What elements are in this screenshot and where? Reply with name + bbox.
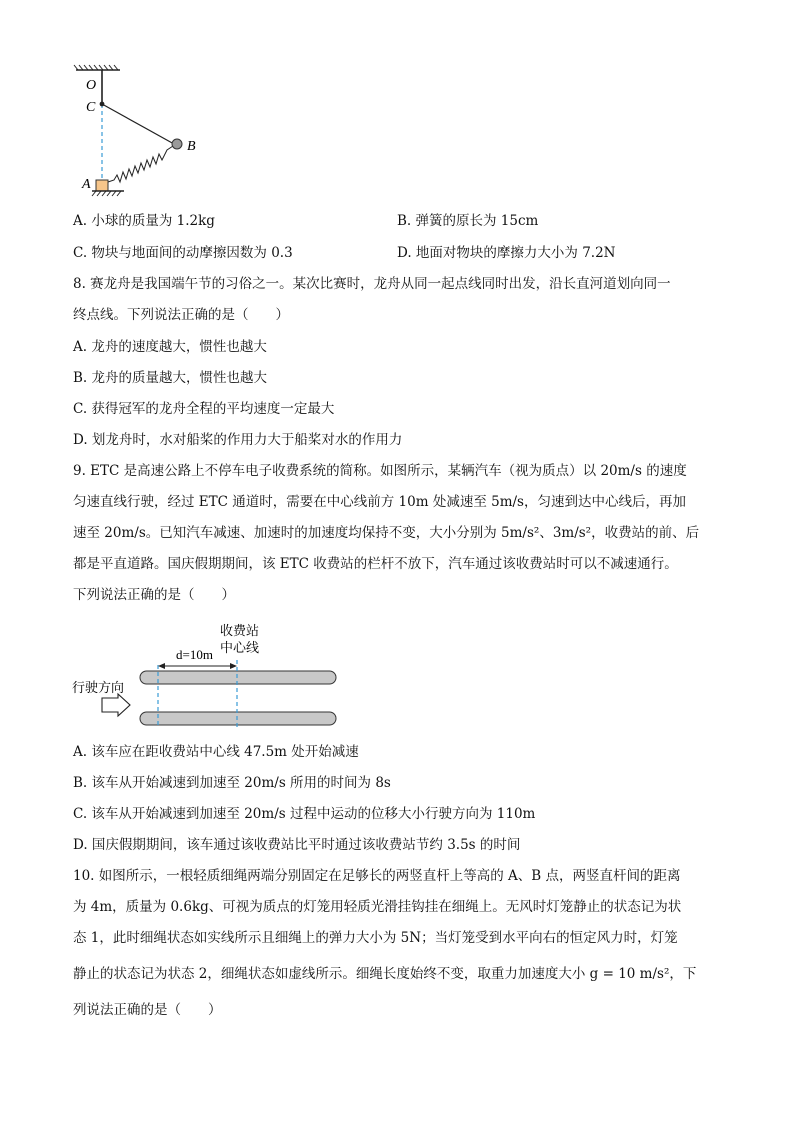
q10-stem-line5: 列说法正确的是（ ） <box>73 1002 222 1018</box>
q9-option-d: D. 国庆假期期间，该车通过该收费站比平时通过该收费站节约 3.5s 的时间 <box>73 837 521 853</box>
ball-b <box>172 139 182 149</box>
q10-stem-line4: 静止的状态记为状态 2，细绳状态如虚线所示。细绳长度始终不变，取重力加速度大小 g = 10 m/s²，下 <box>73 966 697 982</box>
label-c: C <box>86 100 96 115</box>
station-label-2: 中心线 <box>220 640 260 655</box>
q10-stem-line1: 10. 如图所示，一根轻质细绳两端分别固定在足够长的两竖直杆上等高的 A、B 点，两竖直杆间的距离 <box>73 868 681 884</box>
q10-stem-line3: 态 1，此时细绳状态如实线所示且细绳上的弹力大小为 5N；当灯笼受到水平向右的恒定风力时，灯笼 <box>73 930 678 946</box>
label-b: B <box>187 139 196 154</box>
q7-option-c: C. 物块与地面间的动摩擦因数为 0.3 <box>73 245 293 261</box>
q9-figure <box>70 618 350 730</box>
q8-stem-line1: 8. 赛龙舟是我国端午节的习俗之一。某次比赛时，龙舟从同一起点线同时出发，沿长直河道划向同一 <box>73 276 671 292</box>
point-c <box>100 102 105 107</box>
distance-arrow-left-head <box>158 663 165 669</box>
q8-option-b: B. 龙舟的质量越大，惯性也越大 <box>73 370 268 386</box>
q10-stem-line2: 为 4m，质量为 0.6kg、可视为质点的灯笼用轻质光滑挂钩挂在细绳上。无风时灯笼静止的状态记为状 <box>73 899 682 915</box>
direction-arrow-icon <box>102 694 130 716</box>
station-label-1: 收费站 <box>220 623 260 638</box>
direction-label: 行驶方向 <box>72 680 125 695</box>
q9-stem-line5: 下列说法正确的是（ ） <box>73 587 235 603</box>
string-cb <box>102 104 174 144</box>
q9-option-c: C. 该车从开始减速到加速至 20m/s 过程中运动的位移大小行驶方向为 110m <box>73 806 536 822</box>
road-bottom <box>140 712 336 725</box>
q8-option-c: C. 获得冠军的龙舟全程的平均速度一定最大 <box>73 401 335 417</box>
q9-stem-line2: 匀速直线行驶，经过 ETC 通道时，需要在中心线前方 10m 处减速至 5m/s，匀速到达中心线后，再加 <box>73 494 686 510</box>
q8-stem-line2: 终点线。下列说法正确的是（ ） <box>73 307 289 323</box>
q9-option-b: B. 该车从开始减速到加速至 20m/s 所用的时间为 8s <box>73 775 391 791</box>
q9-stem-line3: 速至 20m/s。已知汽车减速、加速时的加速度均保持不变，大小分别为 5m/s²、3m/s²，收费站的前、后 <box>73 525 700 541</box>
label-a: A <box>82 177 91 192</box>
q8-option-a: A. 龙舟的速度越大，惯性也越大 <box>73 339 267 355</box>
q7-figure <box>70 64 220 199</box>
q9-stem-line4: 都是平直道路。国庆假期期间，该 ETC 收费站的栏杆不放下，汽车通过该收费站时可以不减速通行。 <box>73 556 678 572</box>
road-top <box>140 671 336 684</box>
q7-option-b: B. 弹簧的原长为 15cm <box>397 213 539 229</box>
distance-arrow-right-head <box>230 663 237 669</box>
q8-option-d: D. 划龙舟时，水对船桨的作用力大于船桨对水的作用力 <box>73 432 403 448</box>
block-a <box>96 180 108 191</box>
spring <box>108 146 173 182</box>
q7-option-d: D. 地面对物块的摩擦力大小为 7.2N <box>397 245 616 261</box>
q9-option-a: A. 该车应在距收费站中心线 47.5m 处开始减速 <box>73 744 359 760</box>
q7-option-a: A. 小球的质量为 1.2kg <box>73 213 215 229</box>
distance-label: d=10m <box>176 647 213 662</box>
label-o: O <box>86 78 97 93</box>
q9-stem-line1: 9. ETC 是高速公路上不停车电子收费系统的简称。如图所示，某辆汽车（视为质点）以 20m/s 的速度 <box>73 463 687 479</box>
